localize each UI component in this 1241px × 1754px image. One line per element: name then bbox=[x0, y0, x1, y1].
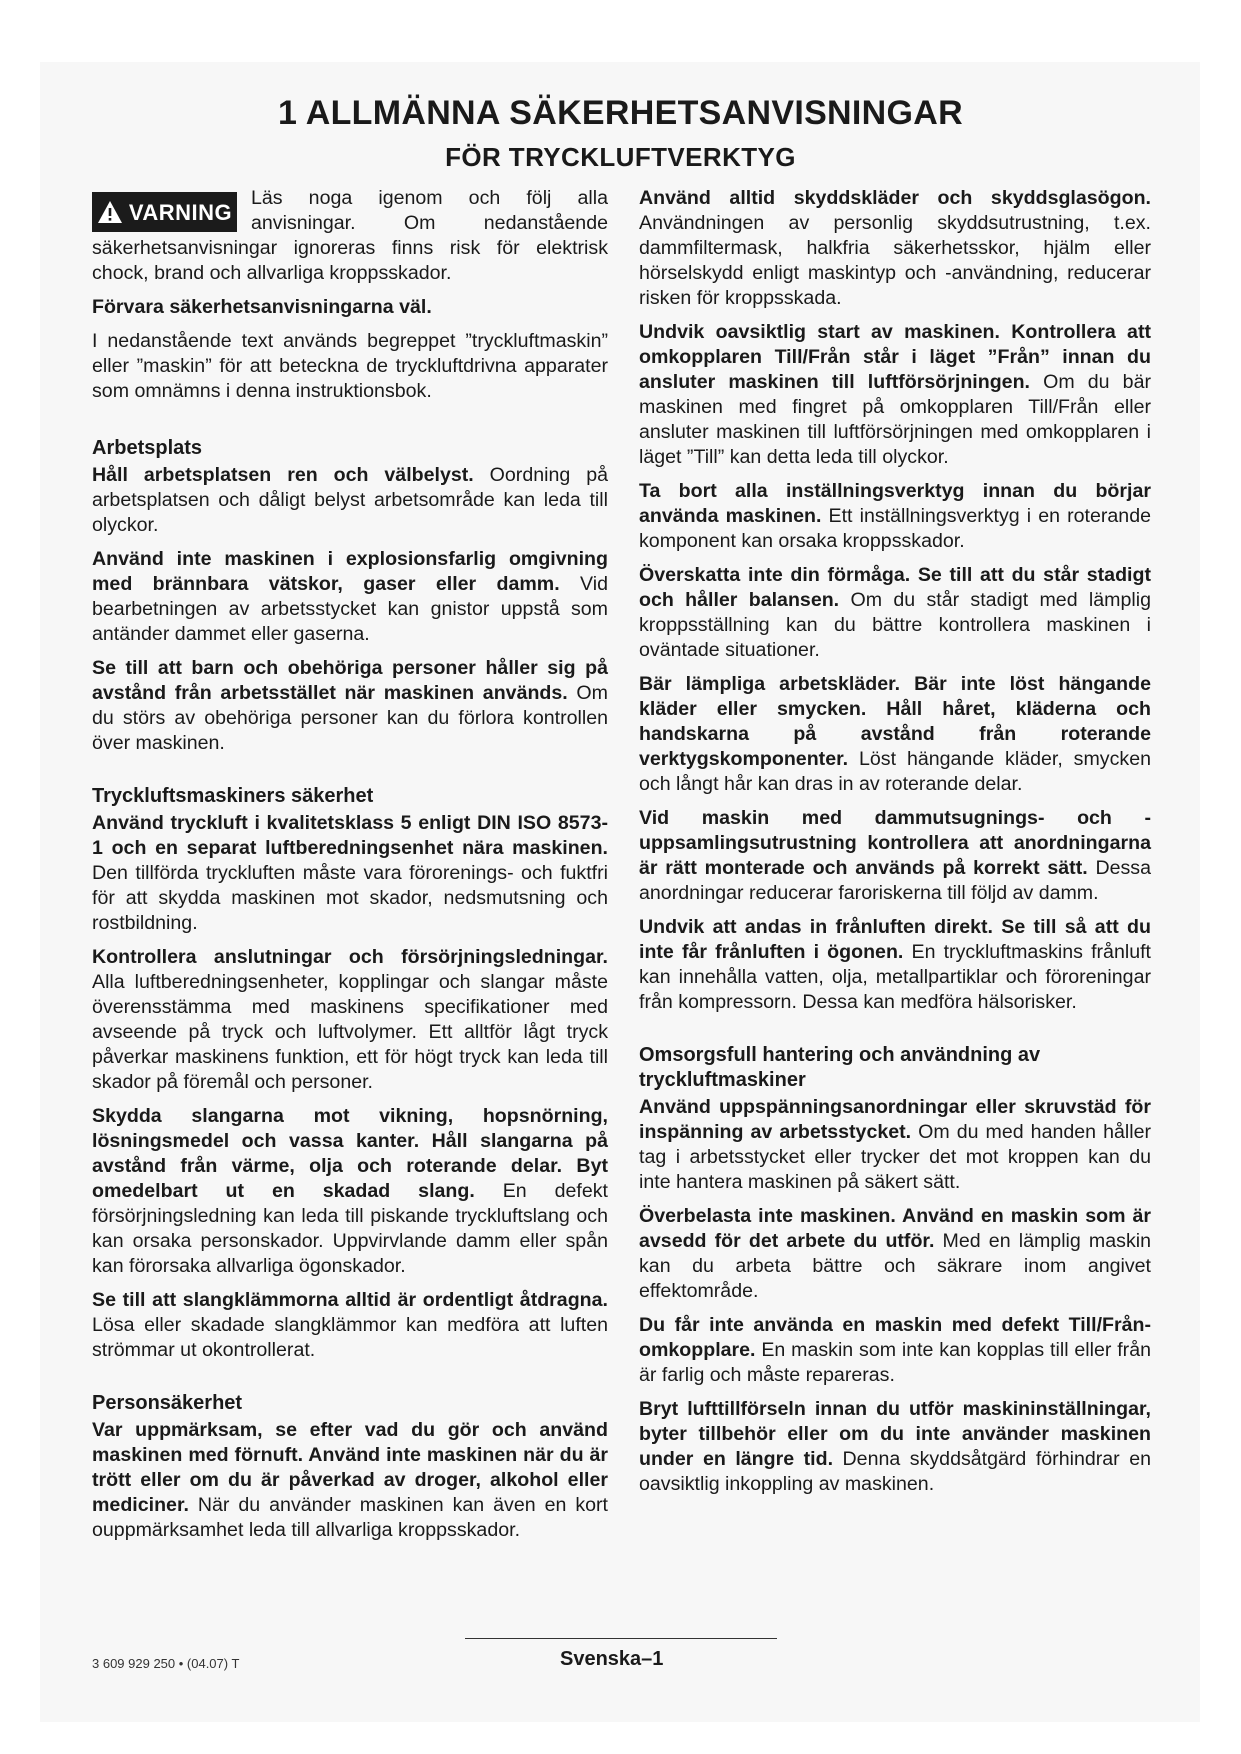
section-heading-omsorg: Omsorgsfull hantering och användning av tryckluftmaskiner bbox=[639, 1044, 1041, 1091]
paragraph: Överskatta inte din förmåga. Se till att du står stadigt och håller balansen. Om du står stadigt med lämplig kroppsställning kan du bättre kontrollera maskinen i oväntade situationer. bbox=[639, 564, 1151, 661]
paragraph: Använd tryckluft i kvalitetsklass 5 enligt DIN ISO 8573-1 och en separat luftberedningsenhet nära maskinen. Den tillförda tryckluften måste vara förorenings- och fuktfri för att skydda maskinen mot skador, nedsmutsning och rostbildning. bbox=[92, 812, 608, 934]
paragraph: Var uppmärksam, se efter vad du gör och använd maskinen med förnuft. Använd inte maskinen när du är trött eller om du är påverkad av droger, alkohol eller mediciner. När du använder maskinen kan även en kort ouppmärksamhet leda till allvarliga kroppsskador. bbox=[92, 1419, 608, 1541]
page-subtitle: FÖR TRYCKLUFTVERKTYG bbox=[445, 142, 796, 172]
left-column bbox=[92, 186, 608, 1552]
section-heading-personsakerhet: Personsäkerhet bbox=[92, 1392, 243, 1414]
paragraph: Skydda slangarna mot vikning, hopsnörning, lösningsmedel och vassa kanter. Håll slangarna på avstånd från värme, olja och roterande delar. Byt omedelbart ut en skadad slang. En defekt försörjningsledning kan leda till piskande tryckluftslang och kan orsaka personskador. Uppvirvlande damm eller spån kan förorsaka allvarliga ögonskador. bbox=[92, 1105, 608, 1277]
intro-text: I nedanstående text används begreppet ”tryckluftmaskin” eller ”maskin” för att beteckna de tryckluftdrivna apparater som omnämns i denna instruktionsbok. bbox=[92, 330, 608, 402]
paragraph: Undvik oavsiktlig start av maskinen. Kontrollera att omkopplaren Till/Från står i läget ”Från” innan du ansluter maskinen till luftförsörjningen. Om du bär maskinen med fingret på omkopplaren Till/Från eller ansluter maskinen till luftförsörjningen med omkopplaren i läget ”Till” kan detta leda till olyckor. bbox=[639, 321, 1151, 468]
section-heading-arbetsplats: Arbetsplats bbox=[92, 437, 203, 459]
paragraph: Kontrollera anslutningar och försörjningsledningar. Alla luftberedningsenheter, kopplingar och slangar måste överensstämma med maskinens specifikationer med avseende på tryck och luftvolymer. Ett alltför lågt tryck påverkar maskinens funktion, ett för högt tryck kan leda till skador på föremål och personer. bbox=[92, 946, 608, 1093]
paragraph: Se till att barn och obehöriga personer håller sig på avstånd från arbetsstället när maskinen används. Om du störs av obehöriga personer kan du förlora kontrollen över maskinen. bbox=[92, 657, 608, 754]
paragraph: Vid maskin med dammutsugnings- och -uppsamlingsutrustning kontrollera att anordningarna är rätt monterade och används på korrekt sätt. Dessa anordningar reducerar faroriskerna till följd av damm. bbox=[639, 807, 1151, 904]
paragraph: Ta bort alla inställningsverktyg innan du börjar använda maskinen. Ett inställningsverktyg i en roterande komponent kan orsaka kroppsskador. bbox=[639, 480, 1151, 552]
paragraph: Du får inte använda en maskin med defekt Till/Från-omkopplare. En maskin som inte kan kopplas till eller från är farlig och måste repareras. bbox=[639, 1314, 1151, 1386]
section-heading-tryckluft: Tryckluftsmaskiners säkerhet bbox=[92, 785, 374, 807]
warning-text: Läs noga igenom och följ alla anvisningar. Om nedanstående säkerhetsanvisningar ignoreras finns risk för elektrisk chock, brand och allvarliga kroppsskador. bbox=[92, 187, 608, 284]
paragraph: Använd inte maskinen i explosionsfarlig omgivning med brännbara vätskor, gaser eller damm. Vid bearbetningen av arbetsstycket kan gnistor uppstå som antänder dammet eller gaserna. bbox=[92, 548, 608, 645]
warning-triangle-icon bbox=[97, 200, 123, 224]
paragraph: Håll arbetsplatsen ren och välbelyst. Oordning på arbetsplatsen och dåligt belyst arbetsområde kan leda till olyckor. bbox=[92, 464, 608, 536]
warning-badge bbox=[92, 192, 237, 232]
footer-divider bbox=[465, 1638, 777, 1639]
warning-badge-label: VARNING bbox=[128, 199, 233, 225]
paragraph: Bryt lufttillförseln innan du utför maskininställningar, byter tillbehör eller om du inte använder maskinen under en längre tid. Denna skyddsåtgärd förhindrar en oavsiktlig inkoppling av maskinen. bbox=[639, 1398, 1151, 1495]
document-code: 3 609 929 250 • (04.07) T bbox=[92, 1656, 240, 1671]
paragraph: Undvik att andas in frånluften direkt. Se till så att du inte får frånluften i ögonen. En tryckluftmaskins frånluft kan innehålla vatten, olja, metallpartiklar och föroreningar från kompressorn. Dessa kan medföra hälsorisker. bbox=[639, 916, 1151, 1013]
page-number: Svenska–1 bbox=[560, 1648, 664, 1670]
page-title: 1 ALLMÄNNA SÄKERHETSANVISNINGAR bbox=[278, 94, 963, 132]
keep-instructions: Förvara säkerhetsanvisningarna väl. bbox=[92, 296, 432, 318]
right-column bbox=[639, 186, 1151, 1506]
paragraph: Överbelasta inte maskinen. Använd en maskin som är avsedd för det arbete du utför. Med en lämplig maskin kan du arbeta bättre och säkrare inom angivet effektområde. bbox=[639, 1205, 1151, 1302]
paragraph: Se till att slangklämmorna alltid är ordentligt åtdragna. Lösa eller skadade slangklämmor kan medföra att luften strömmar ut okontrollerat. bbox=[92, 1289, 608, 1361]
paragraph: Bär lämpliga arbetskläder. Bär inte löst hängande kläder eller smycken. Håll håret, kläderna och handskarna på avstånd från roterande verktygskomponenter. Löst hängande kläder, smycken och långt hår kan dras in av roterande delar. bbox=[639, 673, 1151, 795]
warning-block bbox=[92, 186, 608, 286]
paragraph: Använd uppspänningsanordningar eller skruvstäd för inspänning av arbetsstycket. Om du med handen håller tag i arbetsstycket eller trycker det mot kroppen kan du inte hantera maskinen på säkert sätt. bbox=[639, 1096, 1152, 1193]
paragraph: Använd alltid skyddskläder och skyddsglasögon. Användningen av personlig skyddsutrustning, t.ex. dammfiltermask, halkfria säkerhetsskor, hjälm eller hörselskydd enligt maskintyp och -användning, reducerar risken för kroppsskada. bbox=[639, 187, 1151, 309]
